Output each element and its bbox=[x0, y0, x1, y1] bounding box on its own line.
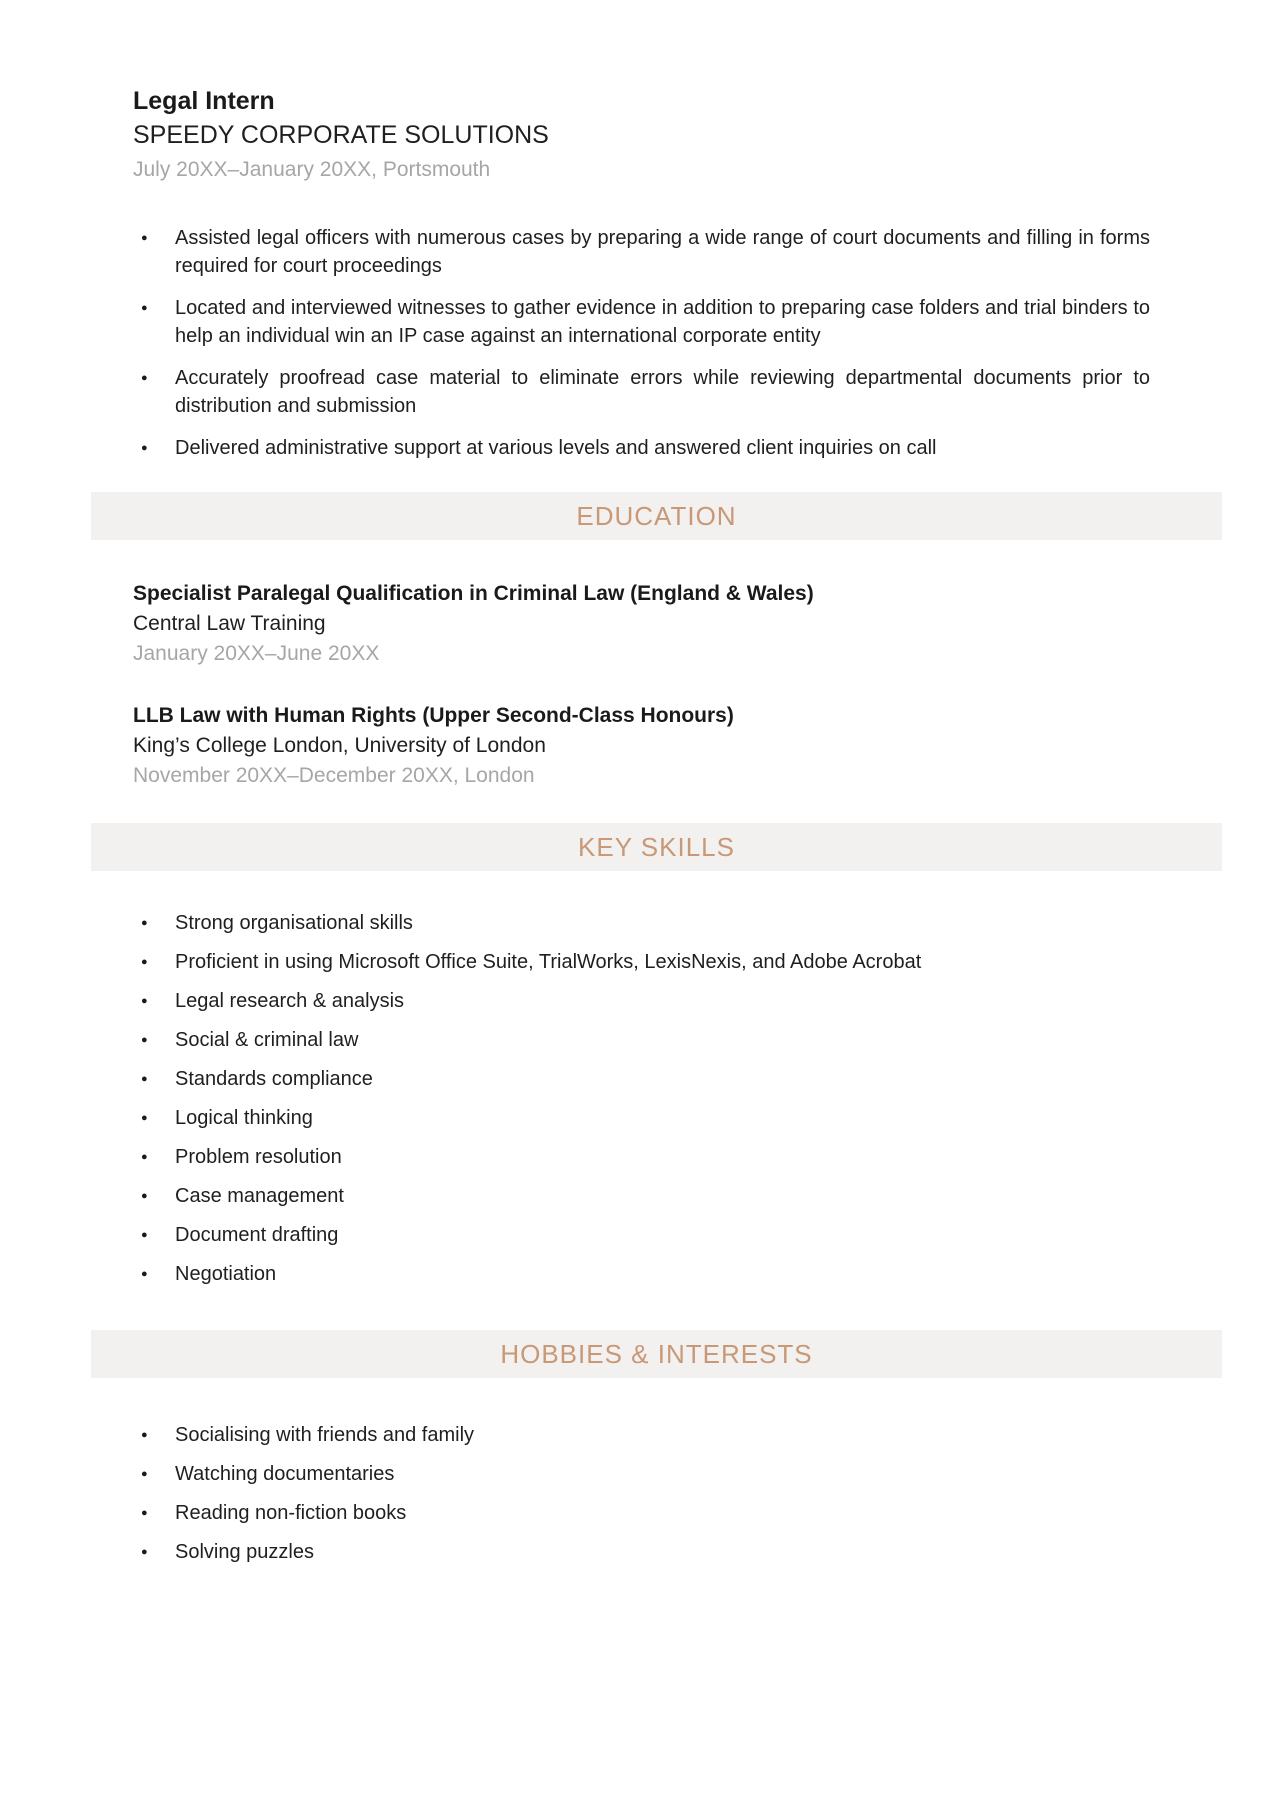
education-dates: January 20XX–June 20XX bbox=[133, 642, 380, 665]
skill-item: ● Standards compliance bbox=[175, 1065, 1150, 1093]
education-entry bbox=[133, 579, 1150, 669]
skill-item: ● Legal research & analysis bbox=[175, 987, 1150, 1015]
job-title: Legal Intern bbox=[133, 87, 275, 115]
section-heading-key-skills: KEY SKILLS bbox=[578, 831, 735, 862]
resume-header bbox=[133, 86, 1150, 184]
experience-list bbox=[133, 224, 1150, 462]
skill-item: ● Document drafting bbox=[175, 1221, 1150, 1249]
school-name: King’s College London, University of London bbox=[133, 734, 546, 757]
skill-item: ● Strong organisational skills bbox=[175, 909, 1150, 937]
key-skills-list bbox=[133, 909, 1150, 1288]
hobby-item: ● Socialising with friends and family bbox=[175, 1421, 1150, 1449]
skill-item: ● Problem resolution bbox=[175, 1143, 1150, 1171]
hobby-item: ● Reading non-fiction books bbox=[175, 1499, 1150, 1527]
job-dates-location: July 20XX–January 20XX, Portsmouth bbox=[133, 158, 491, 181]
hobbies-list bbox=[133, 1421, 1150, 1566]
skill-item: ● Negotiation bbox=[175, 1260, 1150, 1288]
education-entry bbox=[133, 701, 1150, 791]
experience-bullet: ● Delivered administrative support at various levels and answered client inquiries on call bbox=[175, 434, 1150, 462]
experience-bullet: ● Located and interviewed witnesses to gather evidence in addition to preparing case folders and trial binders to help an individual win an IP case against an international corporate entity bbox=[175, 294, 1150, 350]
hobby-item: ● Solving puzzles bbox=[175, 1538, 1150, 1566]
experience-bullet: ● Assisted legal officers with numerous cases by preparing a wide range of court documents and filling in forms required for court proceedings bbox=[175, 224, 1150, 280]
company-name: SPEEDY CORPORATE SOLUTIONS bbox=[133, 121, 549, 149]
education-dates: November 20XX–December 20XX, London bbox=[133, 764, 535, 787]
section-heading-hobbies: HOBBIES & INTERESTS bbox=[500, 1338, 813, 1369]
section-banner-education bbox=[91, 492, 1222, 540]
section-banner-hobbies bbox=[91, 1330, 1222, 1378]
skill-item: ● Social & criminal law bbox=[175, 1026, 1150, 1054]
skill-item: ● Proficient in using Microsoft Office Suite, TrialWorks, LexisNexis, and Adobe Acrobat bbox=[175, 948, 1150, 976]
hobby-item: ● Watching documentaries bbox=[175, 1460, 1150, 1488]
degree-name: LLB Law with Human Rights (Upper Second-Class Honours) bbox=[133, 704, 734, 727]
experience-bullet: ● Accurately proofread case material to eliminate errors while reviewing departmental documents prior to distribution and submission bbox=[175, 364, 1150, 420]
section-heading-education: EDUCATION bbox=[576, 500, 737, 531]
section-banner-key-skills bbox=[91, 823, 1222, 871]
skill-item: ● Case management bbox=[175, 1182, 1150, 1210]
degree-name: Specialist Paralegal Qualification in Criminal Law (England & Wales) bbox=[133, 582, 814, 605]
school-name: Central Law Training bbox=[133, 612, 326, 635]
skill-item: ● Logical thinking bbox=[175, 1104, 1150, 1132]
